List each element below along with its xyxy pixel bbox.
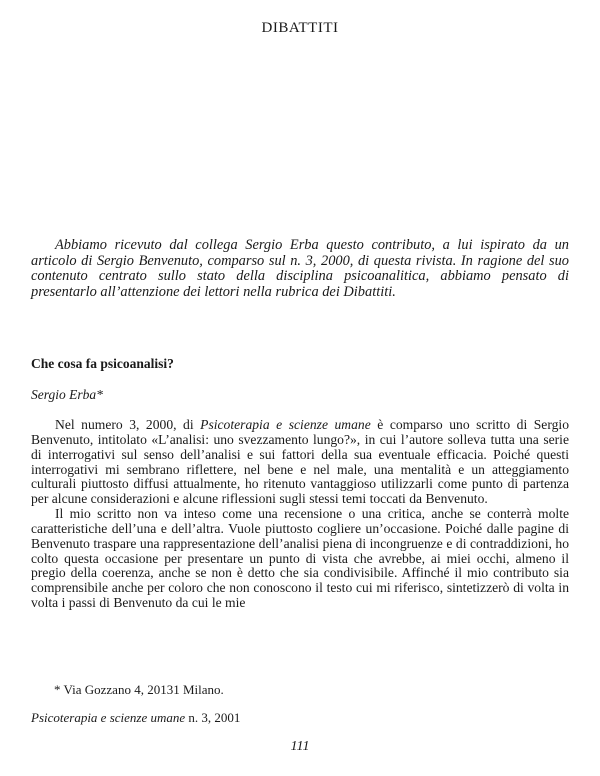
paragraph-text: è comparso uno scritto di Sergio Benvenuto, intitolato «L’analisi: uno svezzamento lungo?», in cui l’autore solleva tutta una serie di interrogativi sul senso dell’analisi e sui fattori della sua eventuale efficacia. Poiché questi interrogativi mi sembrano riflettere, nel bene e nel male, una mentalità e un atteggiamento culturali piuttosto diffusi attualmente, ho ritenuto vantaggioso utilizzarli come punto di partenza per alcune considerazioni e alcune riflessioni sugli stessi temi toccati da Benvenuto. <box>31 417 569 507</box>
citation-journal: Psicoterapia e scienze umane <box>31 710 186 725</box>
body-paragraph <box>31 418 569 507</box>
running-head: DIBATTITI <box>261 20 339 36</box>
author-footnote: * Via Gozzano 4, 20131 Milano. <box>54 682 224 697</box>
editorial-intro: Abbiamo ricevuto dal collega Sergio Erba questo contributo, a lui ispirato da un articolo di Sergio Benvenuto, comparso sul n. 3, 2000, di questa rivista. In ragione del suo contenuto centrato sullo stato della disciplina psicoanalitica, abbiamo pensato di presentarlo all’attenzione dei lettori nella rubrica dei Dibattiti. <box>31 237 569 300</box>
citation-issue: n. 3, 2001 <box>185 710 241 725</box>
journal-title: Psicoterapia e scienze umane <box>200 417 371 432</box>
article-body <box>31 418 569 611</box>
paragraph-text: Nel numero 3, 2000, di <box>55 417 201 432</box>
body-paragraph: Il mio scritto non va inteso come una recensione o una critica, anche se conterrà molte caratteristiche dell’una e dell’altra. Vuole piuttosto cogliere un’occasione. Poiché dalle pagine di Benvenuto traspare una rappresentazione dell’analisi piena di incongruenze e di contraddizioni, ho colto questa occasione per presentare un punto di vista che avrebbe, ai miei occhi, almeno il pregio della coerenza, anche se non è detto che sia condivisibile. Affinché il mio contributo sia comprensibile anche per coloro che non conoscono il testo cui mi riferisco, sintetizzerò di volta in volta i passi di Benvenuto da cui le mie <box>31 506 569 611</box>
article-title: Che cosa fa psicoanalisi? <box>31 356 174 371</box>
page-number: 111 <box>290 739 310 754</box>
journal-citation <box>31 710 531 726</box>
article-author: Sergio Erba* <box>31 387 103 402</box>
